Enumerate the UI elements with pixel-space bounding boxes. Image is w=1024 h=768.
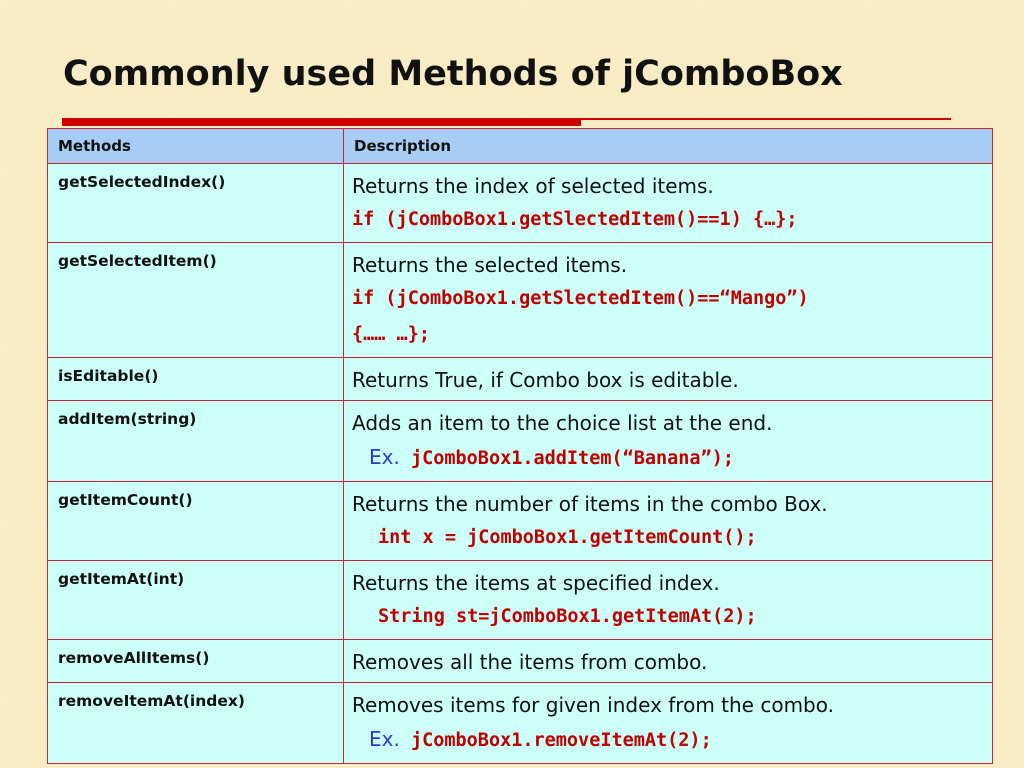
slide-title: Commonly used Methods of jComboBox xyxy=(63,54,843,94)
code-example: int x = jComboBox1.getItemCount(); xyxy=(378,527,757,548)
method-cell: removeItemAt(index) xyxy=(48,683,344,764)
description-text: Returns the selected items. xyxy=(352,253,628,277)
table-row xyxy=(48,358,993,401)
method-cell: getItemCount() xyxy=(48,482,344,561)
description-cell xyxy=(344,683,993,764)
code-example xyxy=(352,721,986,759)
code-snippet: jComboBox1.removeItemAt(2); xyxy=(410,730,712,751)
description-text: Removes all the items from combo. xyxy=(352,650,708,674)
method-cell: removeAllItems() xyxy=(48,640,344,683)
method-cell: getSelectedItem() xyxy=(48,243,344,358)
table-row xyxy=(48,640,993,683)
description-cell xyxy=(344,640,993,683)
description-cell xyxy=(344,561,993,640)
table-row xyxy=(48,164,993,243)
header-methods: Methods xyxy=(48,129,344,164)
description-text: Returns True, if Combo box is editable. xyxy=(352,368,739,392)
description-text: Returns the number of items in the combo Box. xyxy=(352,492,828,516)
table-row xyxy=(48,683,993,764)
title-underline-thick xyxy=(62,118,581,126)
table-row xyxy=(48,243,993,358)
example-label: Ex. xyxy=(369,445,400,469)
code-example: {…… …}; xyxy=(352,324,430,345)
method-cell: getItemAt(int) xyxy=(48,561,344,640)
description-cell xyxy=(344,482,993,561)
code-example: String st=jComboBox1.getItemAt(2); xyxy=(378,606,757,627)
header-description: Description xyxy=(344,129,993,164)
description-cell xyxy=(344,401,993,482)
method-cell: isEditable() xyxy=(48,358,344,401)
description-text: Adds an item to the choice list at the end. xyxy=(352,411,773,435)
description-text: Removes items for given index from the combo. xyxy=(352,693,834,717)
code-example xyxy=(352,439,986,477)
table-header-row xyxy=(48,129,993,164)
table-row xyxy=(48,561,993,640)
code-example: if (jComboBox1.getSlectedItem()==1) {…}; xyxy=(352,209,798,230)
method-cell: addItem(string) xyxy=(48,401,344,482)
description-text: Returns the index of selected items. xyxy=(352,174,714,198)
description-cell xyxy=(344,358,993,401)
example-label: Ex. xyxy=(369,727,400,751)
code-snippet: jComboBox1.addItem(“Banana”); xyxy=(410,448,734,469)
title-underline-thin xyxy=(581,118,951,120)
description-cell xyxy=(344,243,993,358)
code-example: if (jComboBox1.getSlectedItem()==“Mango”) xyxy=(352,288,809,309)
description-text: Returns the items at specified index. xyxy=(352,571,720,595)
description-cell xyxy=(344,164,993,243)
method-cell: getSelectedIndex() xyxy=(48,164,344,243)
table-row xyxy=(48,482,993,561)
table-row xyxy=(48,401,993,482)
methods-table xyxy=(47,128,993,764)
